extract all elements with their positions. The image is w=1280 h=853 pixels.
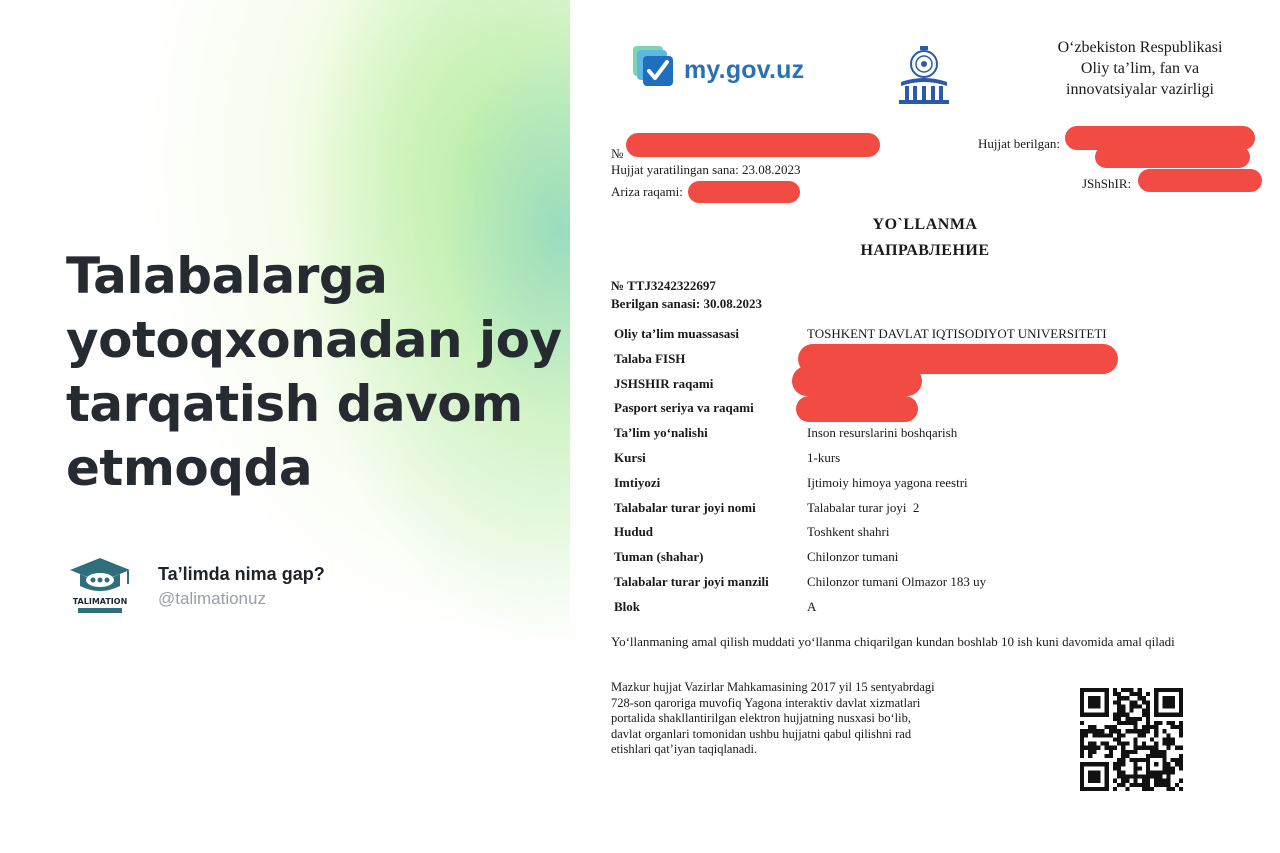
field-label: Talabalar turar joyi nomi [614, 499, 756, 515]
field-row-region [614, 520, 1254, 545]
field-label: Blok [614, 598, 641, 614]
field-value: Chilonzor tumani [807, 549, 899, 565]
redaction-application [688, 181, 800, 203]
talimation-logo-icon [66, 556, 134, 616]
field-label: Hudud [614, 524, 654, 540]
field-row-jshshir [614, 372, 1254, 397]
issue-date: Berilgan sanasi: 30.08.2023 [611, 296, 762, 311]
field-value: TOSHKENT DAVLAT IQTISODIYOT UNIVERSITETI [807, 326, 1107, 341]
qr-code-icon [1080, 688, 1183, 791]
legal-line-5: etishlari qat’iyan taqiqlanadi. [611, 742, 758, 757]
document-title-ru: НАПРАВЛЕНИЕ [860, 242, 990, 259]
field-row-block [614, 595, 1254, 620]
ministry-line-2: Oliy ta’lim, fan va [1080, 60, 1200, 77]
field-value: 1-kurs [807, 449, 841, 465]
legal-line-3: portalida shakllantirilgan elektron hujjatning nusxasi bo‘lib, [611, 711, 911, 726]
redaction-number [626, 133, 880, 157]
field-row-dorm-name [614, 496, 1254, 521]
brand-name: Ta’limda nima gap? [158, 564, 325, 584]
legal-notice [611, 680, 991, 758]
mygov-logo-text: my.gov.uz [684, 56, 805, 84]
field-value: Talabalar turar joyi 2 [807, 499, 920, 515]
talimation-logo-text: TALIMATION [72, 597, 128, 606]
headline: Talabalarga yotoqxonadan joy tarqatish davom etmoqda [66, 247, 562, 497]
redaction-jshshir-value [792, 366, 922, 396]
field-value: Toshkent shahri [807, 524, 890, 540]
field-value: Ijtimoiy himoya yagona reestri [807, 474, 968, 490]
promo-panel [0, 0, 570, 853]
field-row-privilege [614, 471, 1254, 496]
document-number: № TTJ3242322697 [611, 278, 716, 293]
field-label: Talabalar turar joyi manzili [614, 573, 769, 589]
field-label: Tuman (shahar) [614, 549, 704, 565]
ministry-line-3: innovatsiyalar vazirligi [1066, 81, 1214, 98]
field-row-major [614, 421, 1254, 446]
brand-handle: @talimationuz [158, 589, 266, 608]
redaction-jshshir [1138, 169, 1262, 192]
application-label: Ariza raqami: [611, 184, 683, 199]
field-row-passport [614, 396, 1254, 421]
field-label: Talaba FISH [614, 350, 686, 366]
issued-to-label: Hujjat berilgan: [978, 136, 1060, 151]
redaction-passport [796, 396, 918, 422]
validity-note: Yo‘llanmaning amal qilish muddati yo‘llanma chiqarilgan kundan boshlab 10 ish kuni davomida amal qiladi [611, 634, 1175, 649]
field-label: Kursi [614, 449, 646, 465]
ministry-name [1025, 37, 1255, 100]
redaction-issued-to-2 [1095, 146, 1250, 168]
field-row-district [614, 545, 1254, 570]
field-label: Pasport seriya va raqami [614, 400, 754, 416]
created-date: Hujjat yaratilingan sana: 23.08.2023 [611, 162, 801, 177]
legal-line-4: davlat organlari tomonidan ushbu hujjatni qabul qilishni rad [611, 726, 912, 741]
field-label: Oliy ta’lim muassasasi [614, 326, 739, 341]
referral-document [570, 0, 1280, 853]
number-label: № [611, 146, 624, 161]
field-row-course [614, 446, 1254, 471]
field-label: Ta’lim yo‘nalishi [614, 425, 708, 441]
brand-block [66, 556, 486, 616]
university-emblem-icon [893, 44, 955, 106]
jshshir-label: JShShIR: [1082, 176, 1132, 191]
field-row-dorm-address [614, 570, 1254, 595]
mygov-check-icon [633, 46, 677, 90]
field-label: JSHSHIR raqami [614, 375, 714, 391]
document-title-uz: YO`LLANMA [872, 216, 978, 233]
field-value: Chilonzor tumani Olmazor 183 uy [807, 573, 987, 589]
ministry-line-1: O‘zbekiston Respublikasi [1057, 39, 1223, 56]
legal-line-2: 728-son qaroriga muvofiq Yagona interaktiv davlat xizmatlari [611, 695, 921, 710]
field-value: A [807, 598, 817, 614]
field-label: Imtiyozi [614, 474, 661, 490]
field-value: Inson resurslarini boshqarish [807, 425, 958, 441]
legal-line-1: Mazkur hujjat Vazirlar Mahkamasining 2017 yil 15 sentyabrdagi [611, 680, 935, 694]
